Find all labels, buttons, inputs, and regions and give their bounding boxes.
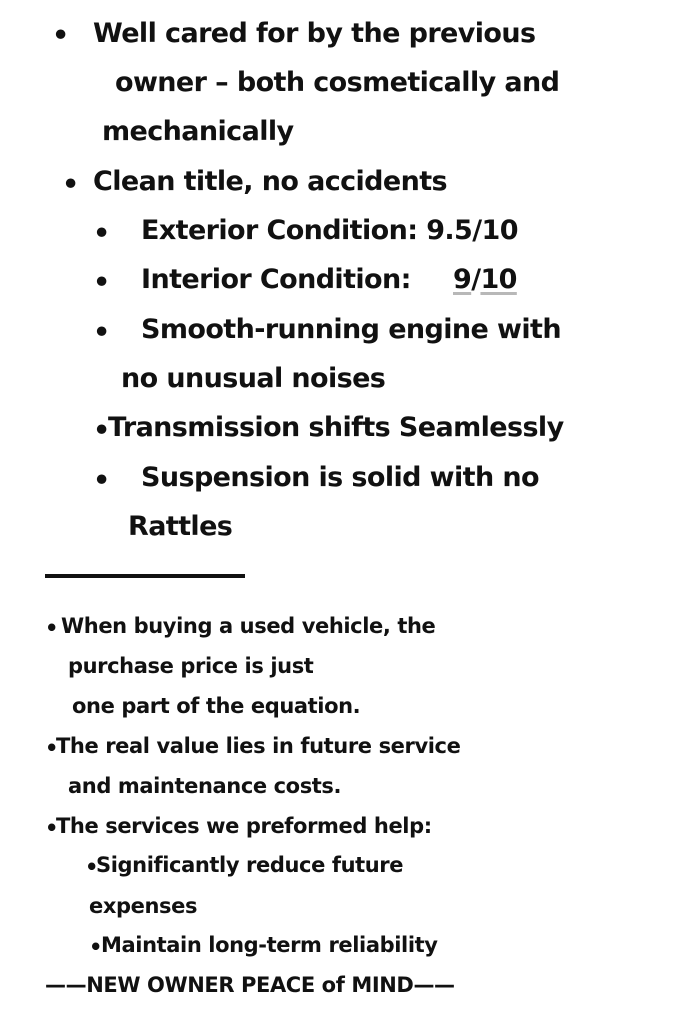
bullet-icon: • bbox=[85, 855, 99, 879]
item-text-line: owner – both cosmetically and bbox=[115, 67, 560, 98]
footer-tagline: ——NEW OWNER PEACE of MIND—— bbox=[45, 973, 455, 997]
bullet-icon: • bbox=[45, 616, 59, 640]
bullet-icon: • bbox=[93, 415, 111, 446]
bullet-icon: • bbox=[45, 736, 59, 760]
item-text-line: Clean title, no accidents bbox=[93, 166, 448, 197]
item-text-line: Well cared for by the previous bbox=[93, 18, 536, 49]
item-text-line: one part of the equation. bbox=[72, 694, 361, 718]
bullet-icon: • bbox=[52, 20, 70, 51]
bullet-icon: • bbox=[45, 816, 59, 840]
bullet-icon: • bbox=[93, 465, 111, 496]
item-text-line: Smooth-running engine with bbox=[141, 314, 561, 345]
item-text-line: Maintain long-term reliability bbox=[101, 933, 438, 957]
item-text-line: Transmission shifts Seamlessly bbox=[108, 412, 564, 443]
item-text-line: Exterior Condition: 9.5/10 bbox=[141, 215, 518, 246]
item-text-line: and maintenance costs. bbox=[68, 774, 342, 798]
interior-condition-label: Interior Condition: bbox=[141, 264, 411, 295]
bullet-icon: • bbox=[89, 935, 103, 959]
item-text-line: The real value lies in future service bbox=[56, 734, 461, 758]
divider bbox=[45, 574, 245, 578]
bullet-icon: • bbox=[93, 317, 111, 348]
item-text-line: Rattles bbox=[128, 511, 233, 542]
item-text-line: purchase price is just bbox=[68, 654, 314, 678]
bullet-icon: • bbox=[93, 267, 111, 298]
item-text-line: Significantly reduce future bbox=[96, 853, 404, 877]
item-text-line: no unusual noises bbox=[121, 363, 386, 394]
interior-condition-value: 9/10 bbox=[453, 264, 517, 295]
item-text-line: The services we preformed help: bbox=[56, 814, 432, 838]
item-text-line: mechanically bbox=[102, 116, 294, 147]
item-text-line: When buying a used vehicle, the bbox=[61, 614, 436, 638]
item-text-line: Suspension is solid with no bbox=[141, 462, 539, 493]
bullet-icon: • bbox=[62, 169, 80, 200]
bullet-icon: • bbox=[93, 218, 111, 249]
item-text-line: expenses bbox=[89, 894, 198, 918]
